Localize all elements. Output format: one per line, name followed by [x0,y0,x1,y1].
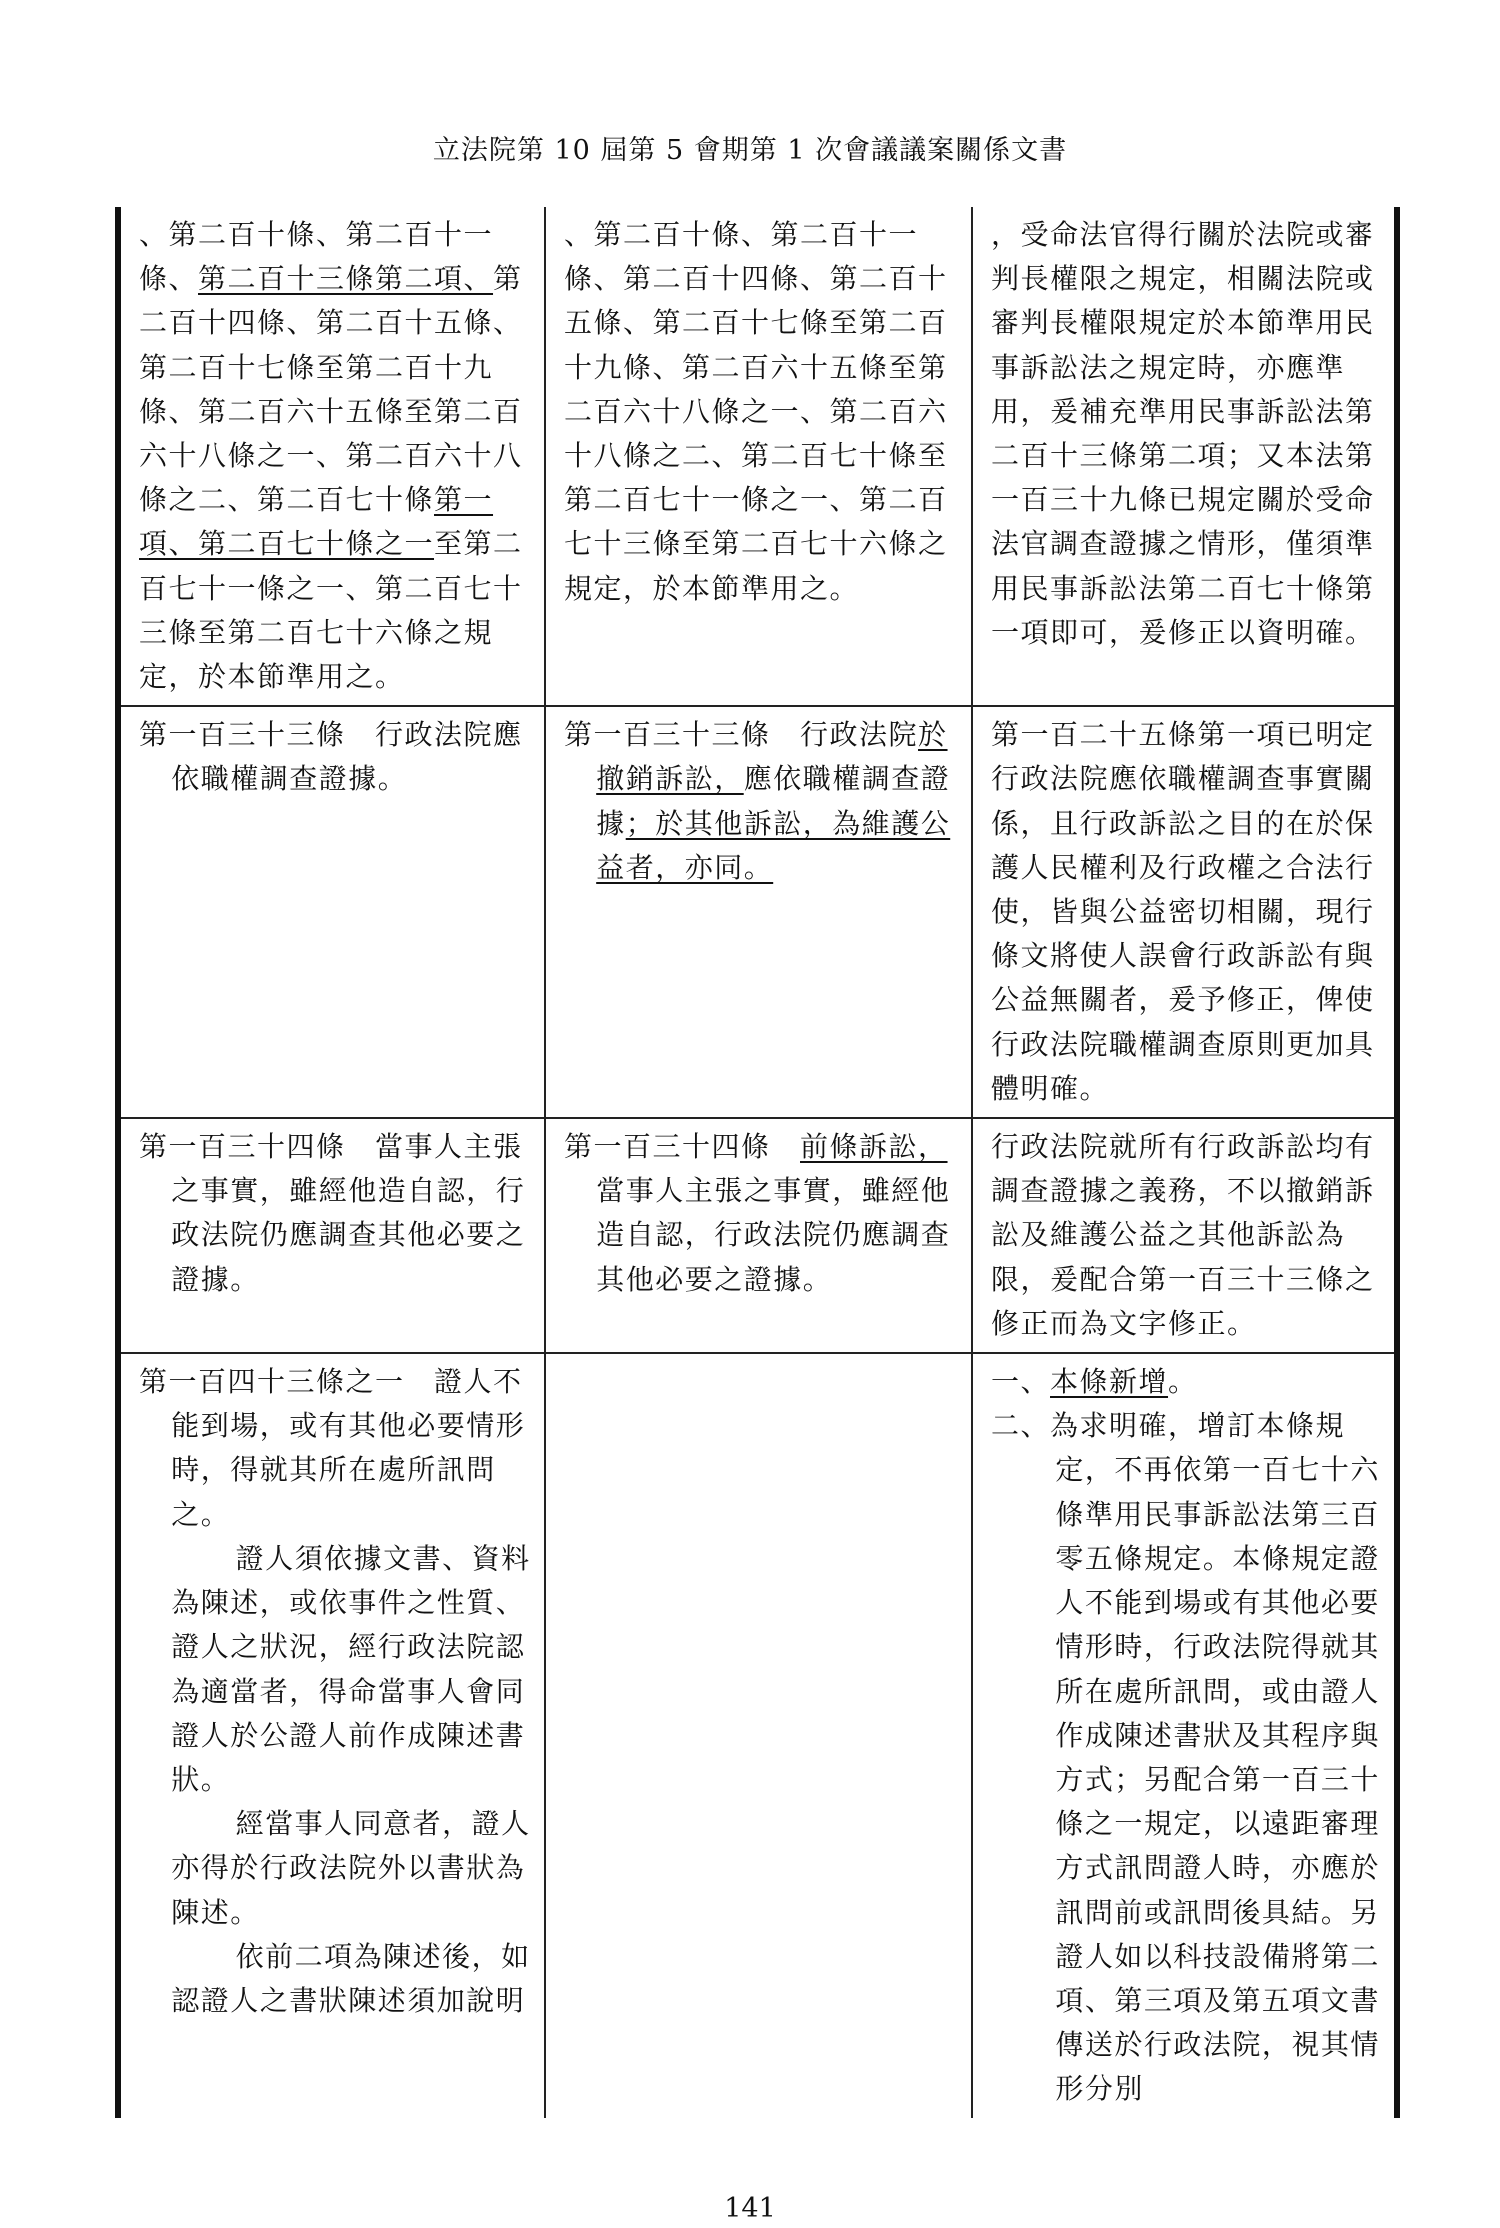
numbered-item [991,1360,1384,1404]
explanation-cell [972,207,1397,706]
item-number: 一、 [991,1365,1051,1399]
text-fragment: 、第二百十條、第二百十一條、第二百十四條、第二百十五條、第二百十七條至第二百十九條、第二百六十五條至第二百六十八條之一、第二百六十八條之二、第二百七十條至第二百七十一條之一、第二百七十三條至第二百七十六條之規定，於本節準用之。 [564,218,948,605]
numbered-item [991,1404,1384,2111]
proposed-text-cell [118,706,545,1118]
article-paragraph: 第一百四十三條之一 證人不能到場，或有其他必要情形時，得就其所在處所訊問之。 [139,1365,526,1531]
current-text-cell [545,706,972,1118]
underlined-amendment: 於撤銷訴訟， [596,718,948,796]
text-fragment: 為求明確，增訂本條規定，不再依第一百七十六條準用民事訴訟法第三百零五條規定。本條規定證人不能到場或有其他必要情形時，行政法院得就其所在處所訊問，或由證人作成陳述書狀及其程序與方式；另配合第一百三十條之一規定，以遠距審理方式訊問證人時，亦應於訊問前或訊問後具結。另證人如以科技設備將第二項、第三項及第五項文書傳送於行政法院，視其情形分別 [1050,1409,1380,2106]
explanation-cell [972,706,1397,1118]
current-text-cell [545,1353,972,2117]
underlined-amendment: 前條訴訟， [800,1130,948,1164]
table-row [118,1118,1397,1353]
text-fragment: 第一百三十四條 [564,1130,801,1164]
text-fragment: 至第二百七十一條之一、第二百七十三條至第二百七十六條之規定，於本節準用之。 [139,527,523,694]
underlined-amendment: 第一項、第二百七十條之一 [139,483,494,561]
text-fragment: 、第二百十條、第二百十一條、 [139,218,494,296]
article-text: 第一百三十三條 行政法院應依職權調查證據。 [139,718,523,796]
table-row [118,1353,1397,2117]
text-fragment: 應依職權調查證據 [596,762,951,840]
proposed-text-cell [118,207,545,706]
article-text [564,1125,961,1302]
underlined-amendment: ；於其他訴訟，為維護公益者，亦同。 [596,806,951,884]
text-fragment: 當事人主張之事實，雖經他造自認，行政法院仍應調查其他必要之證據。 [596,1174,951,1296]
article-paragraph: 依前二項為陳述後，如認證人之書狀陳述須加說明 [171,1939,531,2017]
article-text [564,713,961,890]
current-text-cell [545,207,972,706]
page-number: 141 [724,2193,776,2224]
underlined-amendment: 本條新增 [1050,1365,1169,1399]
explanation-cell [972,1118,1397,1353]
article-text: 第一百三十四條 當事人主張之事實，雖經他造自認，行政法院仍應調查其他必要之證據。 [139,1130,526,1296]
item-number: 二、 [991,1409,1051,1443]
text-fragment: 第一百二十五條第一項已明定行政法院應依職權調查事實關係，且行政訴訟之目的在於保護人民權利及行政權之合法行使，皆與公益密切相關，現行條文將使人誤會行政訴訟有與公益無關者，爰予修正，俾使行政法院職權調查原則更加具體明確。 [991,718,1375,1105]
proposed-text-cell [118,1118,545,1353]
text-fragment: 第二百十四條、第二百十五條、第二百十七條至第二百十九條、第二百六十五條至第二百六十八條之一、第二百六十八條之二、第二百七十條 [139,262,523,517]
explanation-cell [972,1353,1397,2117]
table-row [118,706,1397,1118]
text-fragment: ，受命法官得行關於法院或審判長權限之規定，相關法院或審判長權限規定於本節準用民事訴訟法之規定時，亦應準用，爰補充準用民事訴訟法第二百十三條第二項；又本法第一百三十九條已規定關於受命法官調查證據之情形，僅須準用民事訴訟法第二百七十條第一項即可，爰修正以資明確。 [991,218,1375,649]
text-fragment: 。 [1168,1365,1198,1399]
article-paragraph: 證人須依據文書、資料為陳述，或依事件之性質、證人之狀況，經行政法院認為適當者，得命當事人會同證人於公證人前作成陳述書狀。 [171,1541,531,1796]
page-header: 立法院第 10 屆第 5 會期第 1 次會議議案關係文書 [432,135,1068,166]
proposed-text-cell [118,1353,545,2117]
text-fragment: 行政法院就所有行政訴訟均有調查證據之義務，不以撤銷訴訟及維護公益之其他訴訟為限，爰配合第一百三十三條之修正而為文字修正。 [991,1130,1375,1340]
amendment-comparison-table [115,207,1400,2118]
underlined-amendment: 第二百十三條第二項、 [198,262,494,296]
text-fragment: 第一百三十三條 行政法院 [564,718,919,752]
current-text-cell [545,1118,972,1353]
article-paragraph: 經當事人同意者，證人亦得於行政法院外以書狀為陳述。 [171,1807,531,1929]
table-row [118,207,1397,706]
